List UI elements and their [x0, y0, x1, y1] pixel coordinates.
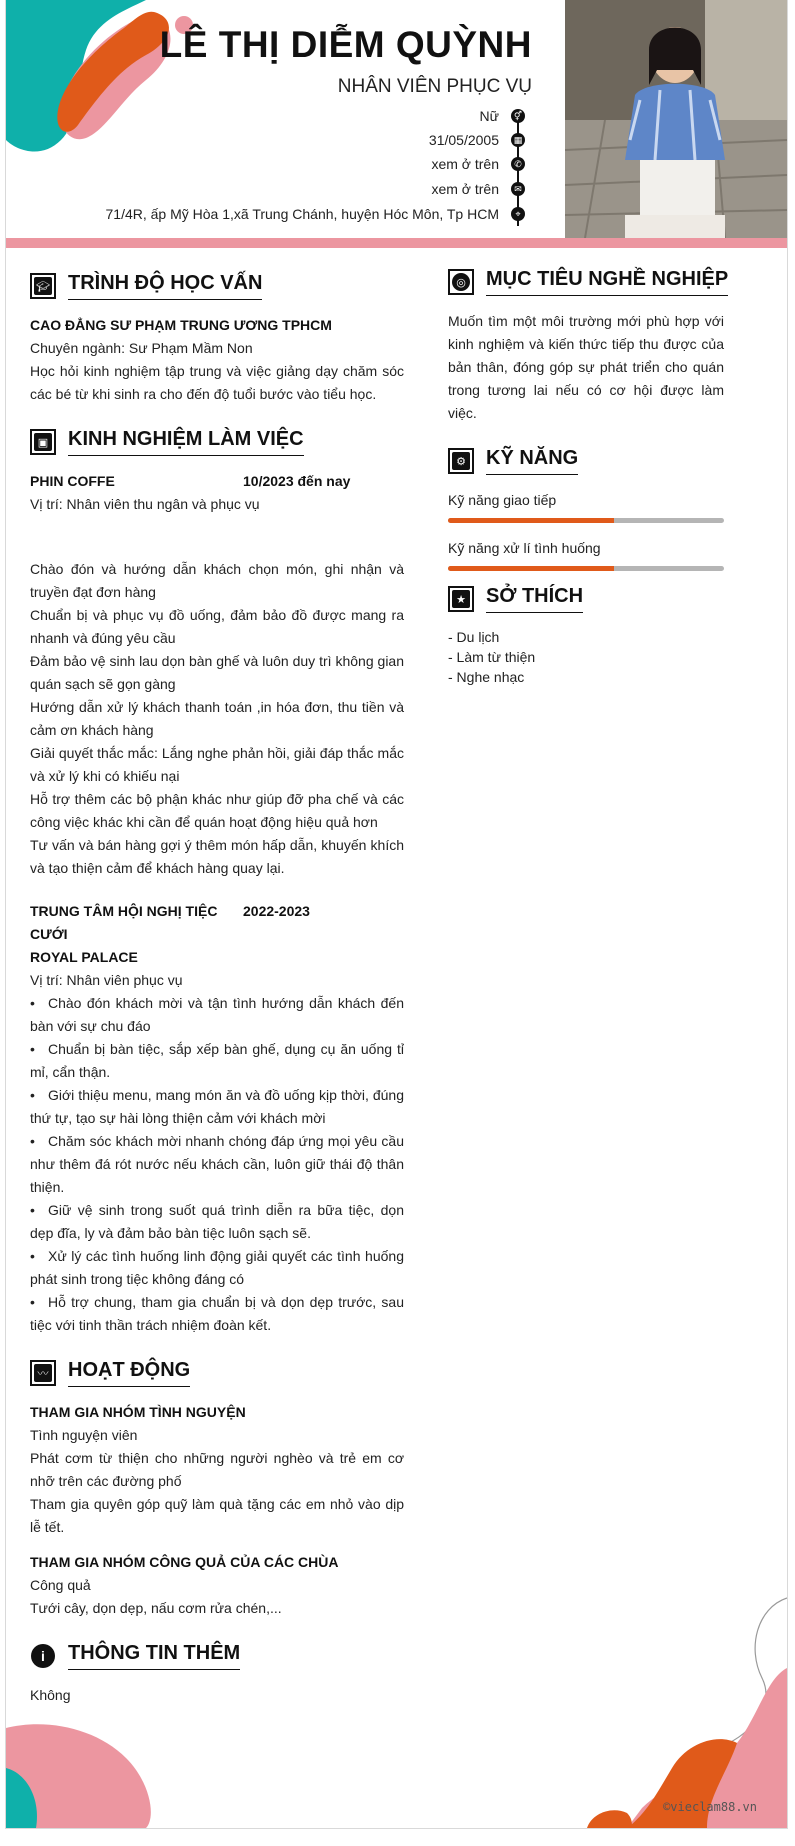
job-duty: • Xử lý các tình huống linh động giải quyết các tình huống phát sinh trong tiệc không đáng có	[30, 1248, 404, 1287]
right-column	[448, 268, 748, 687]
objective-section	[448, 268, 748, 425]
hobby-item: - Nghe nhạc	[448, 669, 525, 685]
skills-section	[448, 447, 748, 571]
additional-heading: THÔNG TIN THÊM	[68, 1642, 240, 1670]
job-duty: Tư vấn và bán hàng gợi ý thêm món hấp dẫn, khuyến khích và tạo thiện cảm để khách hàng quay lại.	[30, 837, 404, 876]
activity-role: Tình nguyện viên	[30, 1427, 138, 1443]
activity-item	[30, 1401, 404, 1539]
candidate-name: LÊ THỊ DIỄM QUỲNH	[159, 24, 532, 65]
job-item	[30, 470, 404, 880]
job-duty: Hỗ trợ thêm các bộ phận khác như giúp đỡ pha chế và các công việc khác khi cần để quán hoạt động hiệu quả hơn	[30, 791, 404, 830]
job-duty: • Chuẩn bị bàn tiệc, sắp xếp bàn ghế, dụng cụ ăn uống tỉ mỉ, cẩn thận.	[30, 1041, 404, 1080]
contact-address: 71/4R, ấp Mỹ Hòa 1,xã Trung Chánh, huyện Hóc Môn, Tp HCM ⌖	[106, 206, 526, 222]
skill-item	[448, 537, 748, 571]
job-role: Vị trí: Nhân viên thu ngân và phục vụ	[30, 496, 260, 512]
gender-icon: ⚥	[511, 109, 525, 123]
objective-text: Muốn tìm một môi trường mới phù hợp với kinh nghiệm và kiến thức tiếp thu được của bản thân, đóng góp sự phát triển cho quán trong tương lai nếu có cơ hội được làm việc.	[448, 313, 724, 421]
skills-heading: KỸ NĂNG	[486, 447, 578, 475]
contact-phone: xem ở trên ✆	[431, 156, 525, 172]
watermark: ©vieclam88.vn	[663, 1800, 757, 1814]
activities-heading: HOẠT ĐỘNG	[68, 1359, 190, 1387]
email-icon: ✉	[511, 182, 525, 196]
education-heading: TRÌNH ĐỘ HỌC VẤN	[68, 272, 262, 300]
experience-header	[30, 428, 404, 456]
job-duty: Giải quyết thắc mắc: Lắng nghe phản hồi, giải đáp thắc mắc và xử lý khi có khiếu nại	[30, 745, 404, 784]
phone-icon: ✆	[511, 157, 525, 171]
hobby-item: - Du lịch	[448, 629, 500, 645]
objective-heading: MỤC TIÊU NGHỀ NGHIỆP	[486, 268, 728, 296]
job-duty: • Giới thiệu menu, mang món ăn và đồ uống kịp thời, đúng thứ tự, tạo sự hài lòng thiện cảm với khách mời	[30, 1087, 404, 1126]
calendar-icon: ▦	[511, 133, 525, 147]
graduation-cap-icon: 🎓︎	[30, 273, 56, 299]
education-section	[30, 272, 404, 406]
gear-icon: ⚙	[448, 448, 474, 474]
additional-section	[30, 1642, 404, 1707]
job-role: Vị trí: Nhân viên phục vụ	[30, 972, 183, 988]
skills-header	[448, 447, 748, 475]
experience-section	[30, 428, 404, 1337]
contact-birthday: 31/05/2005 ▦	[429, 132, 525, 148]
skill-name: Kỹ năng giao tiếp	[448, 492, 557, 508]
skill-bar-fill	[448, 518, 614, 523]
star-icon: ★	[448, 586, 474, 612]
header-divider	[6, 238, 787, 248]
skill-bar	[448, 566, 724, 571]
experience-heading: KINH NGHIỆM LÀM VIỆC	[68, 428, 304, 456]
activity-line: Tham gia quyên góp quỹ làm quà tặng các em nhỏ vào dịp lễ tết.	[30, 1496, 404, 1535]
hobbies-header	[448, 585, 748, 613]
activities-section	[30, 1359, 404, 1620]
activity-title: THAM GIA NHÓM CÔNG QUẢ CỦA CÁC CHÙA	[30, 1554, 339, 1570]
header	[6, 0, 787, 242]
skill-item	[448, 489, 748, 523]
activities-header	[30, 1359, 404, 1387]
job-item	[30, 900, 404, 1337]
target-icon: ◎	[448, 269, 474, 295]
job-duty: • Chăm sóc khách mời nhanh chóng đáp ứng mọi yêu cầu như thêm đá rót nước nếu khách cần, luôn giữ thái độ thân thiện.	[30, 1133, 404, 1195]
contact-gender: Nữ ⚥	[480, 108, 525, 124]
job-duty: • Chào đón khách mời và tận tình hướng dẫn khách đến bàn với sự chu đáo	[30, 995, 404, 1034]
skill-bar	[448, 518, 724, 523]
job-duty: • Giữ vệ sinh trong suốt quá trình diễn ra bữa tiệc, dọn dẹp đĩa, ly và đảm bảo bàn tiệc luôn sạch sẽ.	[30, 1202, 404, 1241]
orange-blob-small	[587, 1810, 632, 1828]
skill-bar-fill	[448, 566, 614, 571]
info-icon: i	[30, 1643, 56, 1669]
job-company: TRUNG TÂM HỘI NGHỊ TIỆC CƯỚI	[30, 903, 218, 942]
activity-item	[30, 1551, 404, 1620]
profile-photo	[565, 0, 787, 238]
job-duty: Đảm bảo vệ sinh lau dọn bàn ghế và luôn duy trì không gian quán sạch sẽ gọn gàng	[30, 653, 404, 692]
job-period: 10/2023 đến nay	[243, 473, 351, 489]
job-duty: Chuẩn bị và phục vụ đồ uống, đảm bảo đồ được mang ra nhanh và đúng yêu cầu	[30, 607, 404, 646]
job-company-line2: ROYAL PALACE	[30, 949, 138, 965]
job-duty: Hướng dẫn xử lý khách thanh toán ,in hóa đơn, thu tiền và cảm ơn khách hàng	[30, 699, 404, 738]
additional-header	[30, 1642, 404, 1670]
education-school: CAO ĐẲNG SƯ PHẠM TRUNG ƯƠNG TPHCM	[30, 317, 332, 333]
additional-text: Không	[30, 1687, 71, 1703]
education-major: Chuyên ngành: Sư Phạm Mầm Non	[30, 340, 253, 356]
job-period: 2022-2023	[243, 903, 310, 919]
activity-pulse-icon: 〰	[30, 1360, 56, 1386]
education-header	[30, 272, 404, 300]
job-duty: Chào đón và hướng dẫn khách chọn món, ghi nhận và truyền đạt đơn hàng	[30, 561, 404, 600]
hobby-item: - Làm từ thiện	[448, 649, 536, 665]
skill-name: Kỹ năng xử lí tình huống	[448, 540, 601, 556]
briefcase-icon: ▣	[30, 429, 56, 455]
job-title: NHÂN VIÊN PHỤC VỤ	[337, 76, 532, 97]
contact-email: xem ở trên ✉	[431, 181, 525, 197]
hobbies-heading: SỞ THÍCH	[486, 585, 583, 613]
activity-title: THAM GIA NHÓM TÌNH NGUYỆN	[30, 1404, 246, 1420]
hobbies-section	[448, 585, 748, 687]
bottom-left-decoration	[6, 1718, 156, 1828]
education-description: Học hỏi kinh nghiệm tập trung và việc giảng dạy chăm sóc các bé từ khi sinh ra cho đến độ tuổi bước vào tiểu học.	[30, 363, 404, 402]
bottom-right-decoration	[587, 1568, 787, 1828]
activity-line: Tưới cây, dọn dẹp, nấu cơm rửa chén,...	[30, 1600, 282, 1616]
objective-header	[448, 268, 748, 296]
activity-role: Công quả	[30, 1577, 91, 1593]
cv-page	[5, 0, 788, 1829]
location-icon: ⌖	[511, 207, 525, 221]
left-column	[30, 272, 404, 1707]
job-duty: • Hỗ trợ chung, tham gia chuẩn bị và dọn dẹp trước, sau tiệc với tinh thần trách nhiệm đoàn kết.	[30, 1294, 404, 1333]
job-company: PHIN COFFE	[30, 473, 115, 489]
activity-line: Phát cơm từ thiện cho những người nghèo và trẻ em cơ nhỡ trên các đường phố	[30, 1450, 404, 1489]
